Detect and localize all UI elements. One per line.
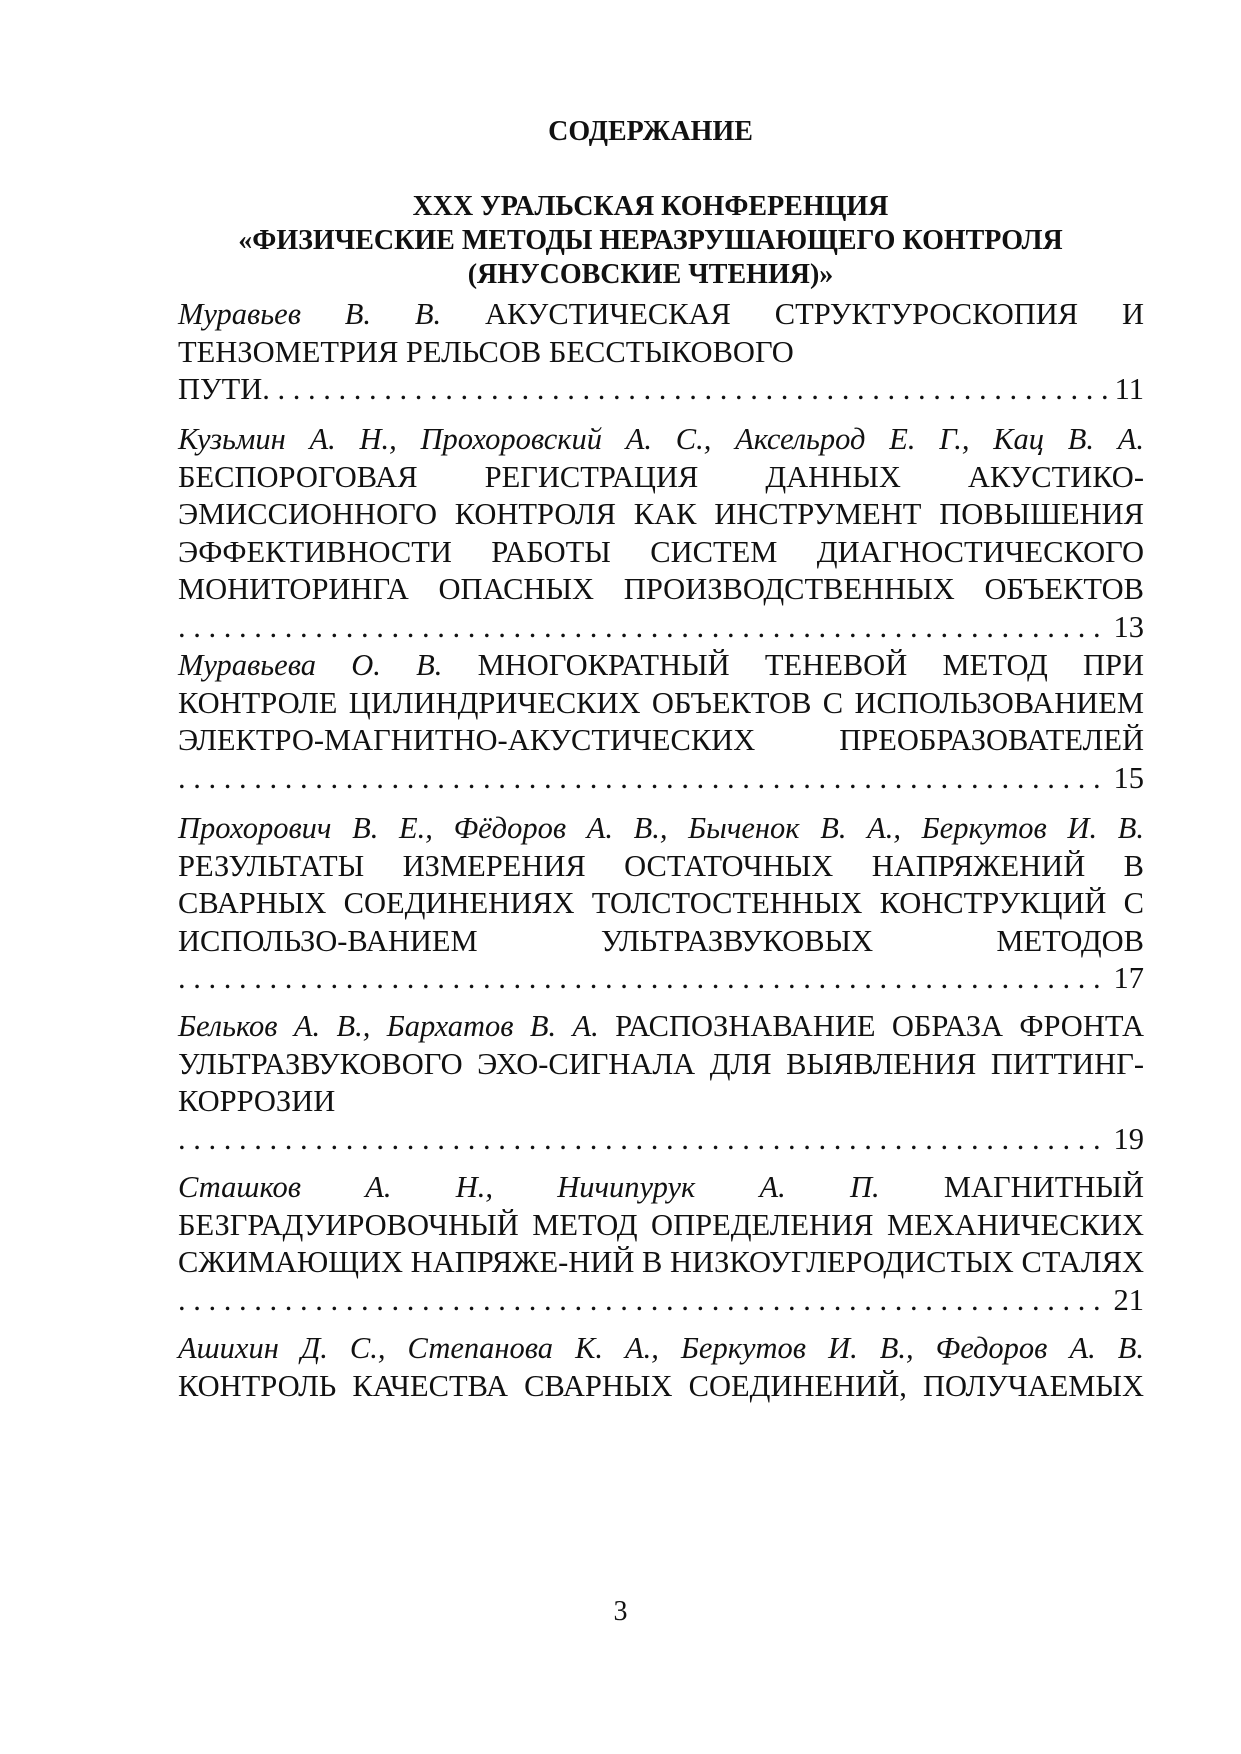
entry-leader <box>178 609 1144 647</box>
entry-authors: Сташков А. Н., Ничипурук А. П. <box>178 1170 880 1204</box>
entry-title: КОНТРОЛЬ КАЧЕСТВА СВАРНЫХ СОЕДИНЕНИЙ, ПОЛУЧАЕМЫХ <box>178 1368 1144 1403</box>
toc-entry[interactable] <box>178 1330 1144 1405</box>
dot-leader <box>178 1282 1108 1320</box>
entry-leader <box>178 1282 1144 1320</box>
entry-title: АКУСТИЧЕСКАЯ СТРУКТУРОСКОПИЯ И ТЕНЗОМЕТРИЯ РЕЛЬСОВ БЕССТЫКОВОГО <box>178 297 1145 369</box>
dot-leader <box>178 960 1108 998</box>
toc-entry[interactable] <box>178 647 1144 797</box>
conference-heading <box>120 190 1181 292</box>
conference-line-1: XXX УРАЛЬСКАЯ КОНФЕРЕНЦИЯ <box>412 191 889 222</box>
entry-authors: Муравьева О. В. <box>178 648 443 682</box>
entry-title-tail: ПУТИ <box>178 372 263 406</box>
entry-title: МНОГОКРАТНЫЙ ТЕНЕВОЙ МЕТОД ПРИ КОНТРОЛЕ ЦИЛИНДРИЧЕСКИХ ОБЪЕКТОВ С ИСПОЛЬЗОВАНИЕМ ЭЛЕКТРО-МАГНИТНО-АКУСТИЧЕСКИХ ПРЕОБРАЗОВАТЕЛЕЙ <box>178 648 1145 757</box>
entry-title: РЕЗУЛЬТАТЫ ИЗМЕРЕНИЯ ОСТАТОЧНЫХ НАПРЯЖЕНИЙ В СВАРНЫХ СОЕДИНЕНИЯХ ТОЛСТОСТЕННЫХ КОНСТРУКЦИЙ С ИСПОЛЬЗО-ВАНИЕМ УЛЬТРАЗВУКОВЫХ МЕТОДОВ <box>178 848 1144 958</box>
entry-title: РАСПОЗНАВАНИЕ ОБРАЗА ФРОНТА УЛЬТРАЗВУКОВОГО ЭХО-СИГНАЛА ДЛЯ ВЫЯВЛЕНИЯ ПИТТИНГ-КОРРОЗИИ <box>178 1009 1144 1118</box>
entry-authors: Муравьев В. В. <box>178 297 442 331</box>
entry-authors: Прохорович В. Е., Фёдоров А. В., Быченок В. А., Беркутов И. В. <box>178 811 1144 845</box>
entry-authors: Кузьмин А. Н., Прохоровский А. С., Аксельрод Е. Г., Кац В. А. <box>178 422 1144 456</box>
entry-leader <box>178 1121 1144 1159</box>
toc-entry[interactable] <box>178 421 1144 646</box>
dot-leader <box>262 371 1108 409</box>
contents-title: СОДЕРЖАНИЕ <box>548 116 753 147</box>
toc-entry[interactable] <box>178 1169 1144 1319</box>
entry-page: 17 <box>1113 961 1144 995</box>
toc-entry[interactable] <box>178 1008 1144 1158</box>
entry-page: 19 <box>1113 1121 1144 1156</box>
toc-entry[interactable] <box>178 810 1144 998</box>
entry-authors: Бельков А. В., Бархатов В. А. <box>178 1009 599 1043</box>
entry-leader <box>178 371 1144 409</box>
conference-line-3: (ЯНУСОВСКИЕ ЧТЕНИЯ)» <box>467 259 834 290</box>
entry-leader <box>178 760 1144 798</box>
toc-entry[interactable] <box>178 296 1144 409</box>
dot-leader <box>178 609 1108 647</box>
entry-title: БЕСПОРОГОВАЯ РЕГИСТРАЦИЯ ДАННЫХ АКУСТИКО-ЭМИССИОННОГО КОНТРОЛЯ КАК ИНСТРУМЕНТ ПОВЫШЕНИЯ ЭФФЕКТИВНОСТИ РАБОТЫ СИСТЕМ ДИАГНОСТИЧЕСКОГО МОНИТОРИНГА ОПАСНЫХ ПРОИЗВОДСТВЕННЫХ ОБЪЕКТОВ <box>178 459 1144 606</box>
conference-line-2: «ФИЗИЧЕСКИЕ МЕТОДЫ НЕРАЗРУШАЮЩЕГО КОНТРОЛЯ <box>238 225 1063 256</box>
entry-authors: Ашихин Д. С., Степанова К. А., Беркутов И. В., Федоров А. В. <box>178 1331 1144 1365</box>
entry-leader <box>178 960 1144 998</box>
page-number: 3 <box>613 1596 628 1627</box>
entry-page: 11 <box>1114 372 1144 406</box>
entry-page: 21 <box>1113 1282 1144 1317</box>
dot-leader <box>178 760 1108 798</box>
entry-page: 15 <box>1113 760 1144 795</box>
dot-leader <box>178 1121 1108 1159</box>
entry-page: 13 <box>1113 609 1144 644</box>
entry-title: МАГНИТНЫЙ БЕЗГРАДУИРОВОЧНЫЙ МЕТОД ОПРЕДЕЛЕНИЯ МЕХАНИЧЕСКИХ СЖИМАЮЩИХ НАПРЯЖЕ-НИЙ В НИЗКОУГЛЕРОДИСТЫХ СТАЛЯХ <box>178 1170 1144 1279</box>
